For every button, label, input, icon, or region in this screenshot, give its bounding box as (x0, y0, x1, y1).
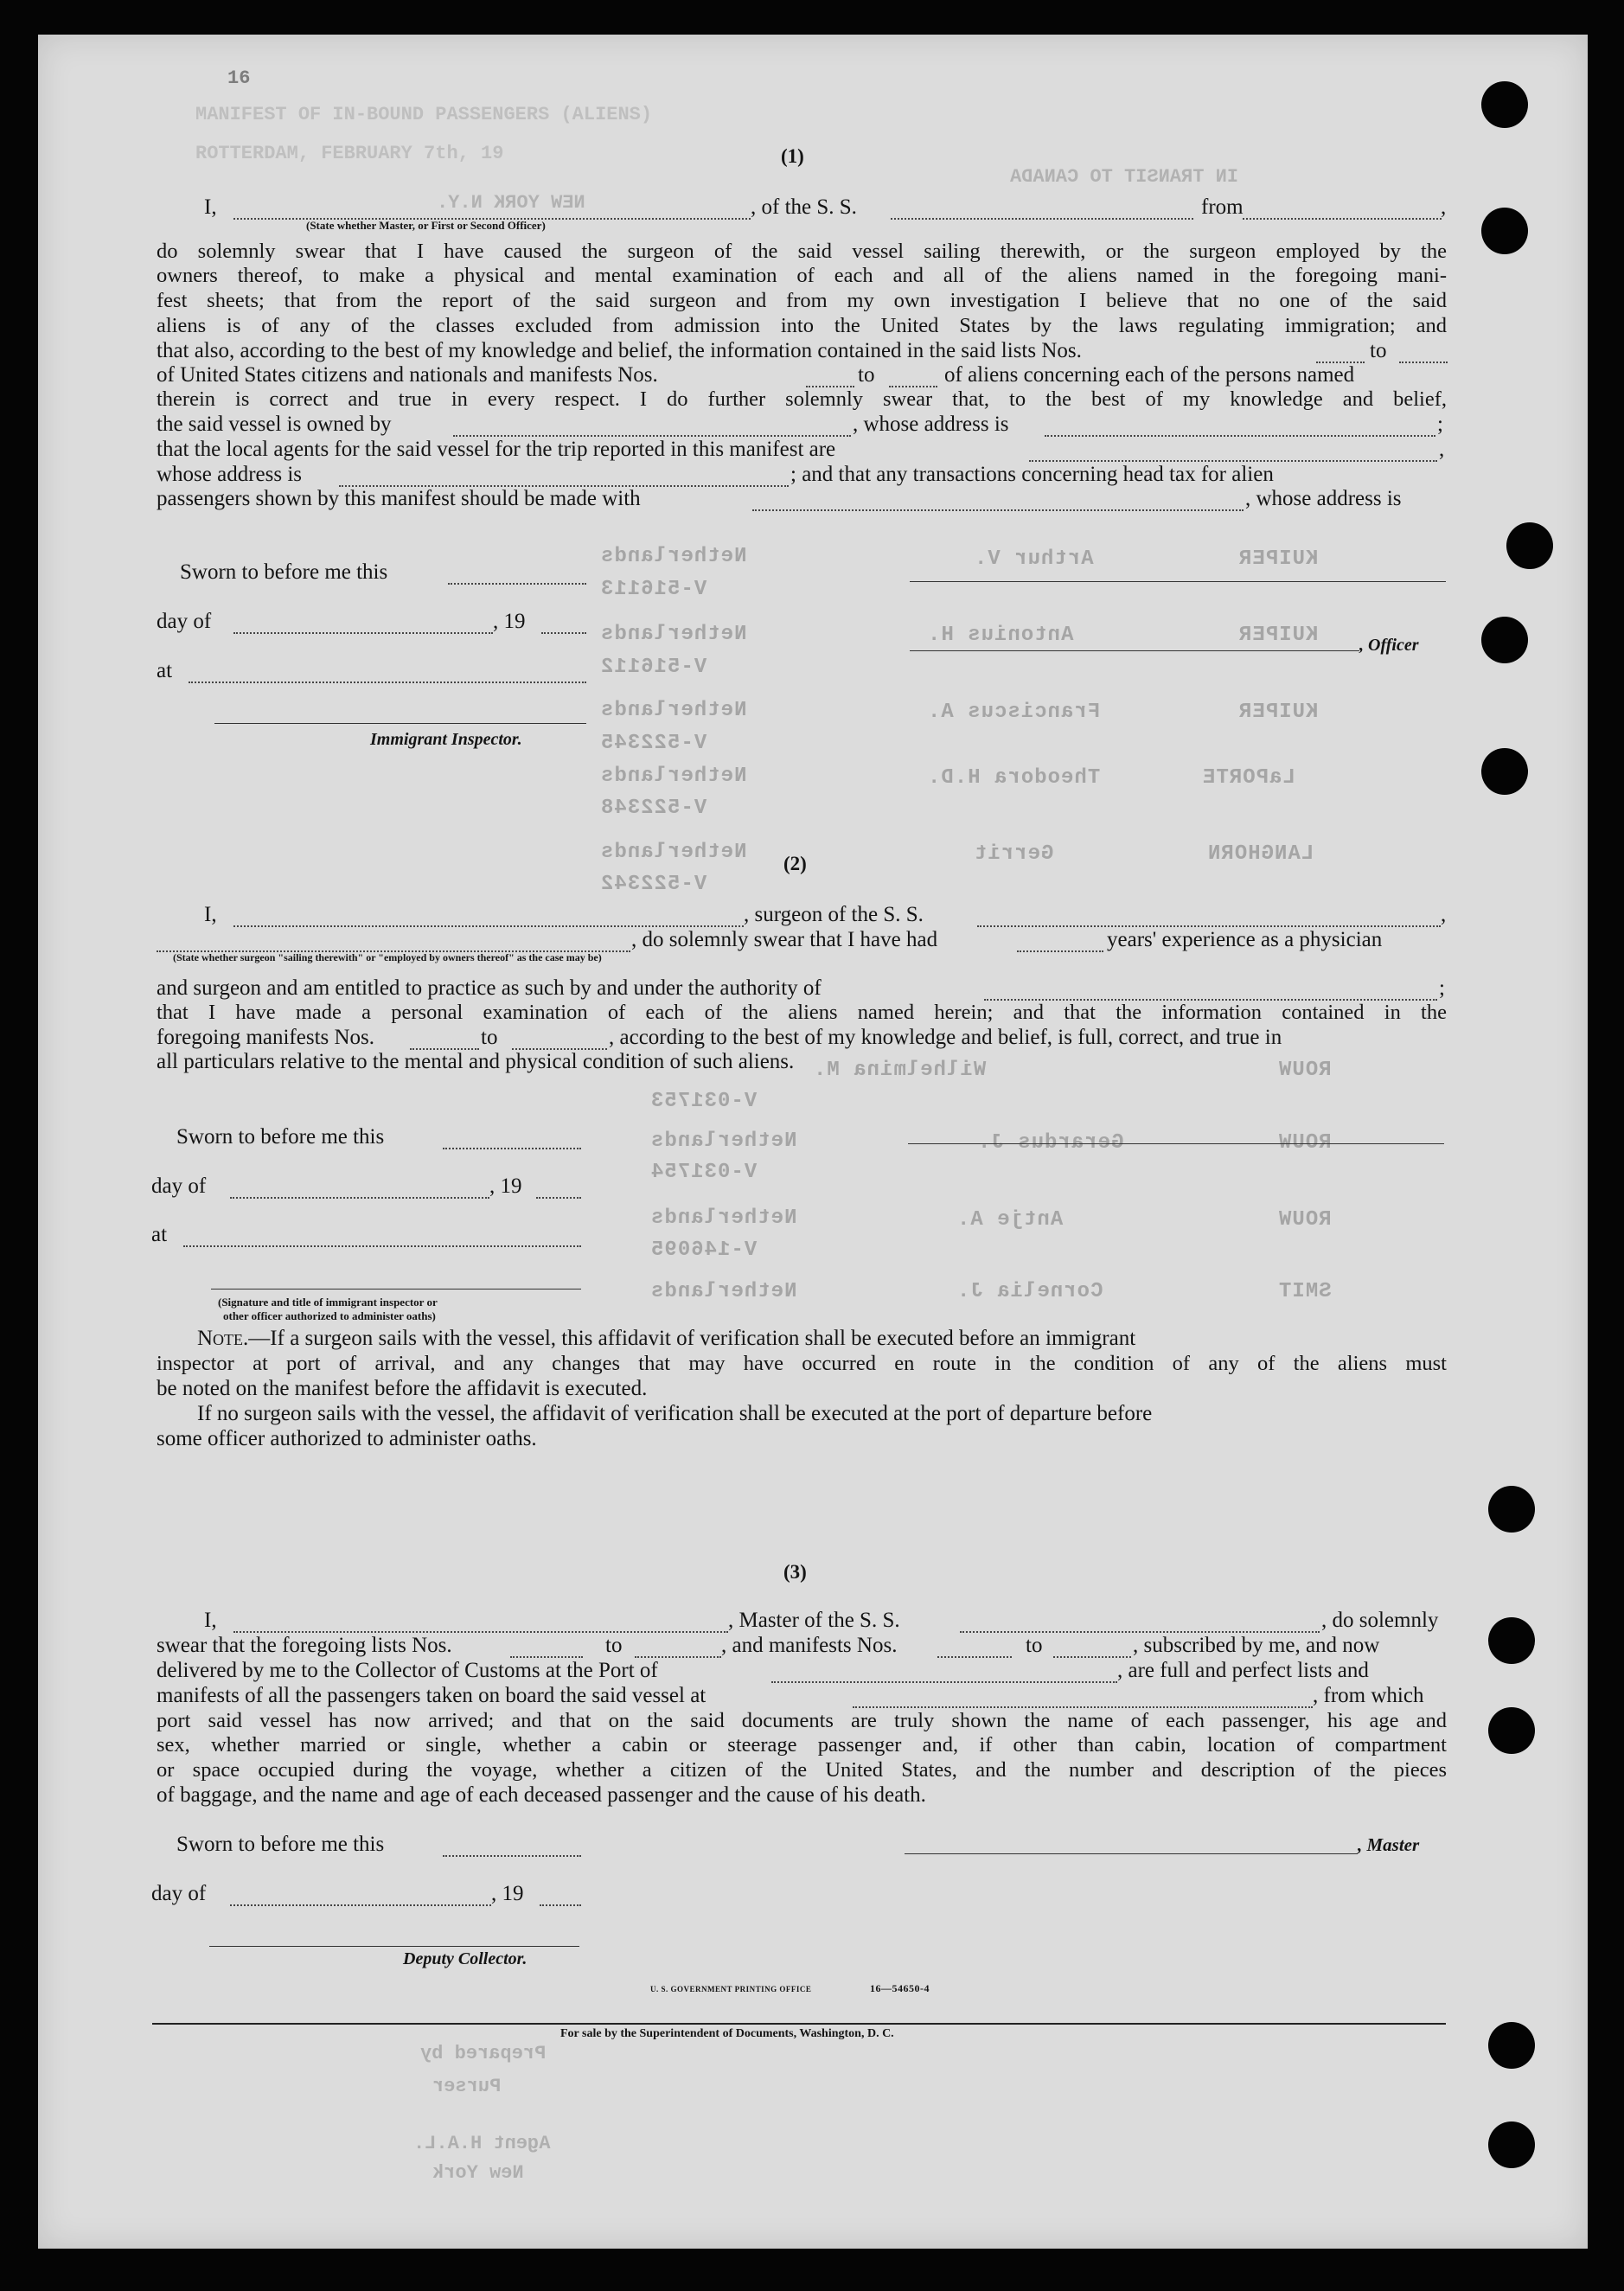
sworn-blank-3[interactable] (443, 1855, 581, 1857)
section-1-para-line: owners thereof, to make a physical and mental examination of each and all of the aliens named in the foregoing mani- (157, 264, 1447, 287)
bleed-given: Antonius H. (927, 624, 1074, 647)
section-2-i: I, (204, 903, 217, 926)
bleed-given: Gerardus J. (977, 1131, 1124, 1155)
year-blank-2[interactable] (536, 1197, 581, 1199)
punch-hole (1488, 1617, 1535, 1664)
at-blank[interactable] (189, 682, 586, 683)
immigrant-inspector-label: Immigrant Inspector. (370, 730, 522, 749)
all-particulars-text: all particulars relative to the mental and physical condition of such aliens. (157, 1050, 795, 1073)
bleed-given: Antje A. (956, 1208, 1064, 1232)
bleed-given: Cornelia J. (956, 1280, 1103, 1303)
bleed-visa: V-522348 (600, 797, 707, 820)
bleed-nationality: Netherlands (600, 841, 747, 864)
at-text-2: at (151, 1223, 168, 1246)
day-of-text-2: day of (151, 1174, 207, 1198)
manifests-all-text: manifests of all the passengers taken on board the said vessel at (157, 1684, 707, 1707)
foregoing-to-text: to (481, 1026, 498, 1049)
if-no-surgeon-2: some officer authorized to administer oaths. (157, 1427, 537, 1450)
signature-caption-2: other officer authorized to administer oaths) (223, 1309, 436, 1322)
bleed-surname: SMIT (1278, 1280, 1332, 1303)
bleed-nationality: Netherlands (600, 765, 747, 788)
section-1-of-ss: , of the S. S. (751, 195, 857, 219)
day-of-text: day of (157, 610, 212, 633)
newyork-stamp-text: NEW YORK N.Y. (437, 192, 585, 214)
footer-rule (152, 2023, 1446, 2025)
comma: , (1441, 903, 1447, 926)
section-3-para-line: sex, whether married or single, whether a cabin or steerage passenger and, if other than cabin, location of compartment (157, 1733, 1447, 1757)
bleed-surname: KUIPER (1238, 624, 1319, 647)
bleed-nationality: Netherlands (600, 699, 747, 722)
sworn-blank[interactable] (448, 583, 586, 585)
boarding-port-blank[interactable] (853, 1706, 1313, 1708)
lists-to-blank-3[interactable] (635, 1656, 721, 1658)
subscribed-text: , subscribed by me, and now (1133, 1634, 1380, 1657)
bleed-given: Wilhelmina M. (813, 1059, 987, 1082)
year-blank-3[interactable] (540, 1904, 581, 1906)
punch-hole (1481, 208, 1528, 254)
day-of-blank-2[interactable] (230, 1197, 489, 1199)
sworn-text: Sworn to before me this (180, 560, 388, 584)
header-bleed-title: MANIFEST OF IN-BOUND PASSENGERS (ALIENS) (195, 104, 653, 125)
section-3-para-line: port said vessel has now arrived; and that on the said documents are truly shown the name of each passenger, his age and (157, 1709, 1447, 1732)
sworn-blank-2[interactable] (443, 1148, 581, 1149)
years-exp-text: years' experience as a physician (1107, 928, 1383, 951)
day-of-blank-3[interactable] (230, 1904, 491, 1906)
us-citizens-text: of United States citizens and nationals and manifests Nos. (157, 363, 658, 387)
bleed-surname: LANGHORN (1207, 842, 1314, 866)
master-label: , Master (1358, 1834, 1420, 1855)
therein-line: therein is correct and true in every respect. I do further solemnly swear that, to the best of my knowledge and belief, (157, 387, 1447, 411)
section-3-para-line: or space occupied during the voyage, whether a citizen of the United States, and the number and description of the pieces (157, 1758, 1447, 1782)
section-1-para-line: aliens is of any of the classes excluded from admission into the United States by the laws regulating immigration; and (157, 314, 1447, 337)
entitled-text: and surgeon and am entitled to practice as such by and under the authority of (157, 976, 822, 1000)
nineteen-text-3: , 19 (491, 1882, 524, 1905)
and-manifests-text: , and manifests Nos. (721, 1634, 898, 1657)
bleed-visa: V-516113 (600, 578, 707, 601)
vessel-name-blank[interactable] (891, 218, 1193, 220)
bleed-nationality: Netherlands (650, 1130, 797, 1153)
section-1-para-line: fest sheets; that from the report of the said surgeon and from my own investigation I believe that no one of the said (157, 289, 1447, 312)
to-text-3b: to (1026, 1634, 1043, 1657)
personal-exam-line: that I have made a personal examination of each of the aliens named herein; and that the information contained in the (157, 1001, 1447, 1024)
officer-signature-line-1[interactable] (910, 581, 1446, 582)
bleed-surname: KUIPER (1238, 547, 1319, 571)
owner-blank[interactable] (453, 435, 851, 437)
to-text-3a: to (605, 1634, 623, 1657)
punch-hole (1488, 2022, 1535, 2069)
owner-address-blank[interactable] (1045, 435, 1435, 437)
form-number: 16—54650-4 (870, 1982, 930, 1994)
bleed-visa: V-516112 (600, 656, 707, 679)
officer-label: , Officer (1359, 636, 1419, 655)
to-text: to (1370, 339, 1387, 362)
for-sale-text: For sale by the Superintendent of Documents, Washington, D. C. (560, 2027, 894, 2040)
delivered-text: delivered by me to the Collector of Customs at the Port of (157, 1659, 658, 1682)
surgeon-signature-line[interactable] (908, 1143, 1444, 1144)
note-line-3: be noted on the manifest before the affidavit is executed. (157, 1377, 648, 1400)
whose-address-text-3: , whose address is (1245, 487, 1402, 510)
stamp-newyork: New York (432, 2162, 524, 2184)
comma: , (1441, 195, 1447, 219)
surgeon-name-blank[interactable] (233, 925, 744, 927)
note-line-1 (197, 1327, 1135, 1351)
year-blank[interactable] (541, 632, 586, 634)
sworn-text-3: Sworn to before me this (176, 1833, 385, 1856)
nineteen-text: , 19 (493, 610, 526, 633)
note-label: Note. (197, 1327, 249, 1350)
section-3-i: I, (204, 1609, 217, 1632)
section-1-para-line: do solemnly swear that I have caused the surgeon of the said vessel sailing therewith, or the surgeon employed by the (157, 240, 1447, 263)
to-text: to (858, 363, 875, 387)
owned-by-text: the said vessel is owned by (157, 413, 392, 436)
manifests-from-blank-3[interactable] (937, 1656, 1012, 1658)
deputy-collector-label: Deputy Collector. (403, 1949, 527, 1968)
whose-address-text: , whose address is (853, 413, 1009, 436)
stamp-agent: Agent H.A.L. (413, 2133, 551, 2154)
bleed-nationality: Netherlands (600, 623, 747, 646)
that-also-text: that also, according to the best of my knowledge and belief, the information contained in the said lists Nos. (157, 339, 1082, 362)
do-solemnly-text: , do solemnly (1321, 1609, 1439, 1632)
bleed-visa: V-146095 (650, 1238, 758, 1262)
day-of-blank[interactable] (233, 632, 493, 634)
surgeon-of-ss-text: , surgeon of the S. S. (744, 903, 924, 926)
section-1-i: I, (204, 195, 217, 219)
manifests-to-blank-3[interactable] (1053, 1656, 1131, 1658)
section-1-from: from (1201, 195, 1244, 219)
stamp-prepared-by: Prepared by (420, 2043, 547, 2064)
bleed-visa: V-522345 (600, 732, 707, 755)
bleed-visa: V-031754 (650, 1161, 758, 1184)
header-bleed-transit (1010, 166, 1238, 188)
signature-caption-1: (Signature and title of immigrant inspector or (218, 1296, 438, 1309)
punch-hole (1488, 1486, 1535, 1533)
header-bleed-port: ROTTERDAM, FEBRUARY 7th, 19 (195, 143, 504, 164)
passengers-shown-text: passengers shown by this manifest should be made with (157, 487, 641, 510)
note-line-2: inspector at port of arrival, and any changes that may have occurred en route in the condition of any of the aliens must (157, 1352, 1447, 1375)
caption-master: (State whether Master, or First or Second Officer) (306, 219, 546, 232)
full-perfect-text: , are full and perfect lists and (1117, 1659, 1369, 1682)
sworn-text-2: Sworn to before me this (176, 1125, 385, 1149)
punch-hole (1481, 748, 1528, 795)
bleed-given: Theodora H.D. (927, 766, 1101, 790)
punch-hole (1481, 81, 1528, 128)
bleed-given: Gerrit (974, 842, 1054, 866)
section-3-number: (3) (783, 1561, 807, 1583)
surgeon-vessel-blank[interactable] (977, 925, 1441, 927)
head-tax-text: ; and that any transactions concerning head tax for alien (790, 463, 1274, 486)
bleed-nationality: Netherlands (600, 545, 747, 568)
semicolon: ; (1439, 976, 1445, 1000)
bleed-visa: V-031753 (650, 1090, 758, 1113)
master-vessel-blank[interactable] (960, 1631, 1320, 1633)
section-3-para-line: of baggage, and the name and age of each deceased passenger and the cause of his death. (157, 1783, 926, 1807)
officer-signature-line-2[interactable] (910, 650, 1359, 651)
master-of-ss-text: , Master of the S. S. (728, 1609, 900, 1632)
solemnly-swear-text: , do solemnly swear that I have had (631, 928, 938, 951)
bleed-surname: LaPORTE (1202, 766, 1295, 790)
bleed-given: Franciscus A. (927, 701, 1101, 724)
day-of-text-3: day of (151, 1882, 207, 1905)
punch-hole (1488, 2121, 1535, 2168)
gpo-imprint: U. S. GOVERNMENT PRINTING OFFICE (650, 1985, 812, 1993)
from-which-text: , from which (1313, 1684, 1424, 1707)
bleed-surname: ROUW (1278, 1131, 1332, 1155)
years-blank[interactable] (1017, 950, 1103, 952)
local-agents-blank[interactable] (1029, 460, 1437, 462)
note-text: —If a surgeon sails with the vessel, this affidavit of verification shall be executed before an immigrant (248, 1327, 1136, 1350)
punch-hole (1481, 617, 1528, 663)
head-tax-agent-blank[interactable] (752, 509, 1244, 511)
lists-to-blank[interactable] (1399, 362, 1448, 363)
bleed-given: Arthur V. (974, 547, 1094, 571)
inspector-signature-line[interactable] (214, 723, 586, 724)
transit-stamp-text: IN TRANSIT TO CANADA (1010, 166, 1239, 188)
semicolon: ; (1437, 413, 1443, 436)
comma: , (1439, 438, 1445, 461)
aliens-concerning-text: of aliens concerning each of the persons named (944, 363, 1355, 387)
foregoing-text: foregoing manifests Nos. (157, 1026, 375, 1049)
bleed-surname: KUIPER (1238, 701, 1319, 724)
if-no-surgeon-1: If no surgeon sails with the vessel, the affidavit of verification shall be executed at the port of departure before (197, 1402, 1153, 1425)
whose-address-text-2: whose address is (157, 463, 303, 486)
header-bleed-newyork (437, 192, 585, 214)
according-text: , according to the best of my knowledge and belief, is full, correct, and true in (609, 1026, 1282, 1049)
section-2-number: (2) (783, 853, 807, 874)
at-blank-2[interactable] (183, 1245, 581, 1247)
from-port-blank[interactable] (1243, 218, 1442, 220)
caption-surgeon: (State whether surgeon "sailing therewith" or "employed by owners thereof" as the case may be) (173, 951, 602, 963)
bleed-nationality: Netherlands (650, 1206, 797, 1230)
lists-from-blank-3[interactable] (510, 1656, 583, 1658)
local-agents-text: that the local agents for the said vessel for the trip reported in this manifest are (157, 438, 836, 461)
punch-hole (1506, 522, 1553, 569)
bleed-visa: V-522342 (600, 873, 707, 896)
master-name-blank[interactable] (233, 1631, 728, 1633)
stamp-purser: Purser (432, 2076, 502, 2097)
bleed-surname: ROUW (1278, 1059, 1332, 1082)
bleed-nationality: Netherlands (650, 1280, 797, 1303)
master-signature-line[interactable] (905, 1853, 1358, 1854)
punch-hole (1488, 1707, 1535, 1754)
section-1-number: (1) (781, 145, 804, 167)
bleed-surname: ROUW (1278, 1208, 1332, 1232)
port-blank[interactable] (771, 1681, 1117, 1683)
page-number-bleed: 16 (227, 67, 251, 89)
nineteen-text-2: , 19 (489, 1174, 522, 1198)
deputy-collector-line[interactable] (209, 1946, 579, 1947)
swear-foregoing-text: swear that the foregoing lists Nos. (157, 1634, 452, 1657)
at-text: at (157, 659, 173, 682)
